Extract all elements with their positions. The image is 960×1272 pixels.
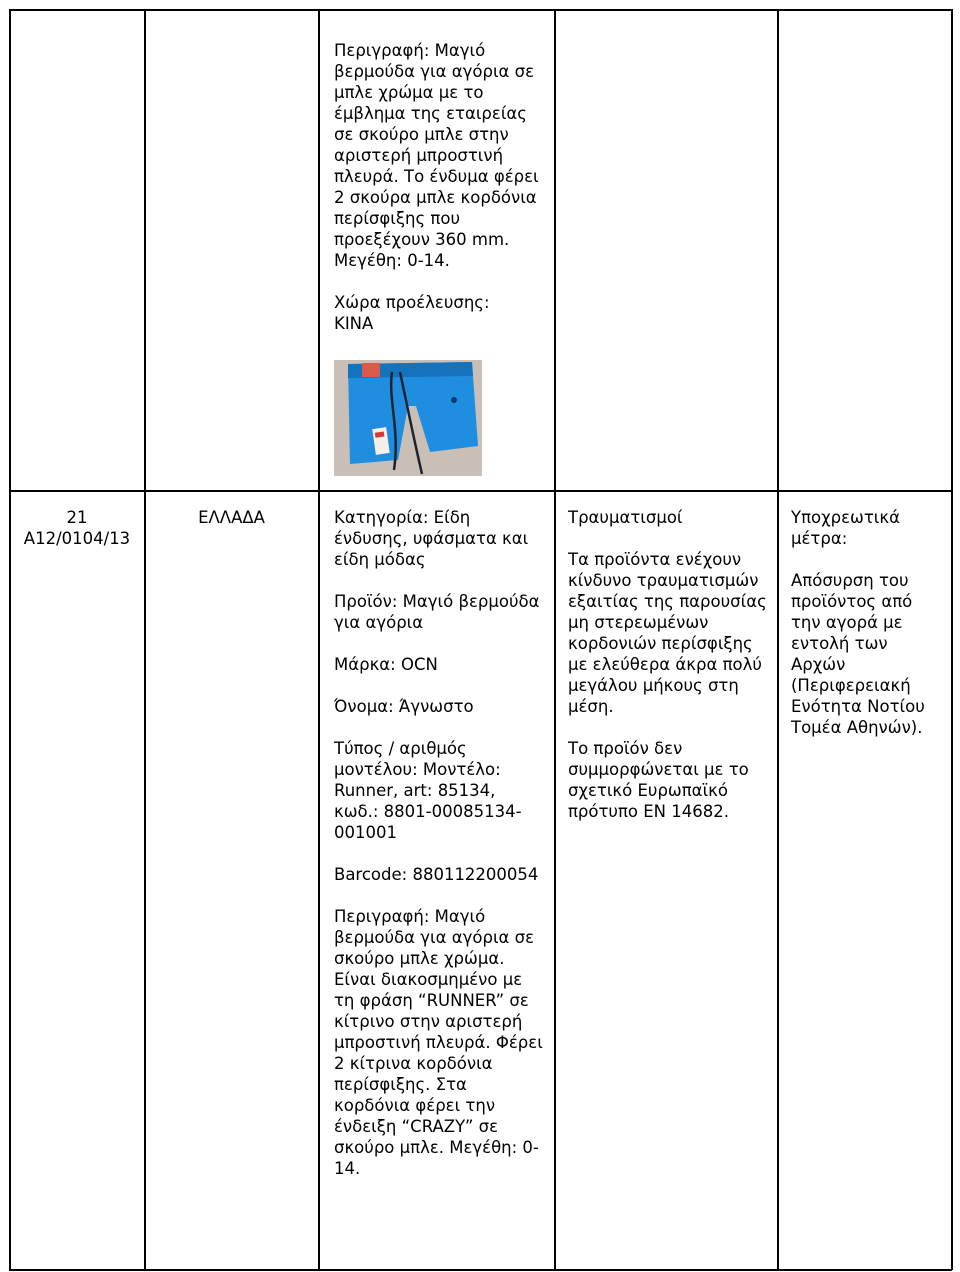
shorts-logo [451,397,457,403]
measures-description: Απόσυρση του προϊόντος από την αγορά με εντολή των Αρχών (Περιφερειακή Ενότητα Νοτίου Τομέα Αθηνών). [791,571,925,737]
prev-origin-value: ΚΙΝΑ [334,314,374,333]
prev-product-cell [334,40,544,334]
table-bottom-border [9,1269,952,1271]
col-border-3 [554,9,556,1270]
measures-title: Υποχρεωτικά μέτρα: [791,508,900,548]
product-cell [334,507,544,1200]
product-brand: Μάρκα: OCN [334,655,438,674]
col-border-2 [318,9,320,1270]
col-border-5 [951,9,953,1270]
risk-cell [568,507,768,843]
col-border-4 [777,9,779,1270]
risk-standard: Το προϊόν δεν συμμορφώνεται με το σχετικό Ευρωπαϊκό πρότυπο ΕΝ 14682. [568,739,749,821]
row-number: 21 [66,508,88,527]
product-photo-shorts [334,360,482,476]
table-top-border [9,9,952,11]
product-barcode: Barcode: 880112200054 [334,865,539,884]
risk-description: Τα προϊόντα ενέχουν κίνδυνο τραυματισμών εξαιτίας της παρουσίας μη στερεωμένων κορδονιών περίσφιξης με ελεύθερα άκρα πολύ μεγάλου μήκους στη μέση. [568,550,767,716]
waistband-label [362,363,380,377]
measures-cell [791,507,943,759]
country: ΕΛΛΑΔΑ [198,508,265,527]
risk-type: Τραυματισμοί [568,508,683,527]
row-number-cell [10,507,144,549]
row-divider [9,490,952,492]
col-border-1 [144,9,146,1270]
col-border-0 [9,9,11,1270]
reference-code: A12/0104/13 [23,529,131,548]
product-description: Περιγραφή: Μαγιό βερμούδα για αγόρια σε σκούρο μπλε χρώμα. Είναι διακοσμημένο με τη φράση “RUNNER” σε κίτρινο στην αριστερή μπροστινή πλευρά. Φέρει 2 κίτρινα κορδόνια περίσφιξης. Στα κορδόνια φέρει την ένδειξη “CRAZY” σε σκούρο μπλε. Μεγέθη: 0-14. [334,907,543,1178]
prev-description: Περιγραφή: Μαγιό βερμούδα για αγόρια σε μπλε χρώμα με το έμβλημα της εταιρείας σε σκούρο μπλε στην αριστερή μπροστινή πλευρά. Το ένδυμα φέρει 2 σκούρα μπλε κορδόνια περίσφιξης που προεξέχουν 360 mm. Μεγέθη: 0-14. [334,41,539,270]
product-name: Προϊόν: Μαγιό βερμούδα για αγόρια [334,592,540,632]
product-category: Κατηγορία: Είδη ένδυσης, υφάσματα και είδη μόδας [334,508,529,569]
country-cell [145,507,318,528]
product-label-name: Όνομα: Άγνωστο [334,697,474,716]
prev-origin-label: Χώρα προέλευσης: [334,293,490,312]
product-model: Τύπος / αριθμός μοντέλου: Μοντέλο: Runner, art: 85134, κωδ.: 8801-00085134-001001 [334,739,522,842]
